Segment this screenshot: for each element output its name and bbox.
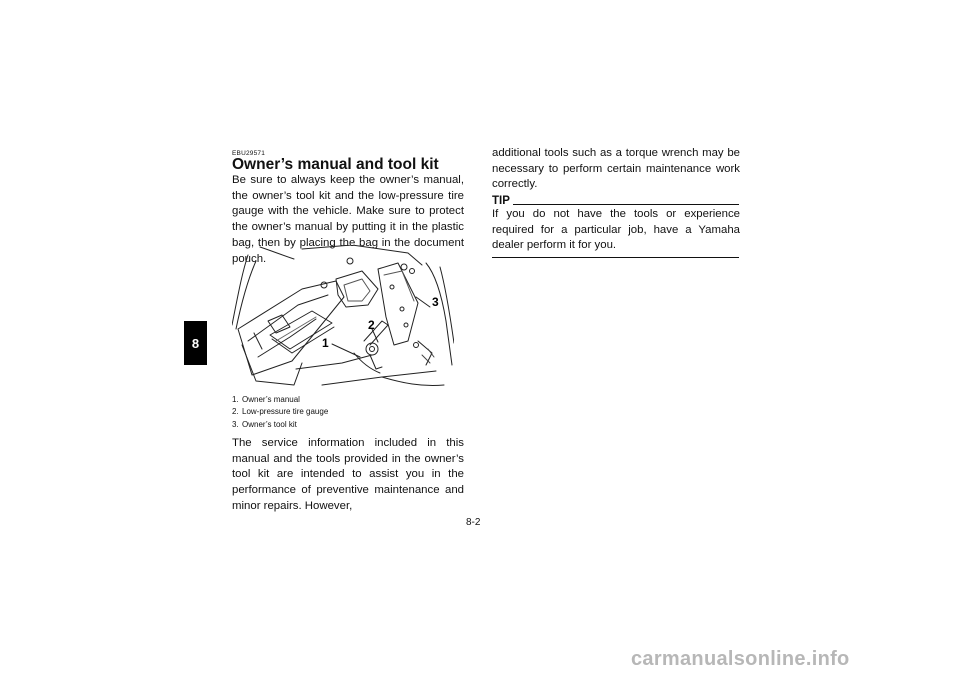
caption-item — [232, 394, 328, 406]
caption-item — [232, 406, 328, 418]
callout-3: 3 — [432, 295, 439, 309]
tool-kit-illustration — [232, 245, 454, 391]
page-number: 8-2 — [466, 517, 481, 528]
service-info-continued: additional tools such as a torque wrench may be necessary to perform certain maintenance work correctly. — [492, 147, 740, 191]
tip-text: If you do not have the tools or experience required for a particular job, have a Yamaha dealer perform it for you. — [492, 208, 740, 252]
tip-header — [492, 193, 739, 207]
figure-captions — [232, 394, 328, 431]
callout-2: 2 — [368, 318, 375, 332]
caption-number: 1. — [232, 395, 239, 404]
chapter-tab: 8 — [184, 321, 207, 365]
tip-label: TIP — [492, 195, 510, 207]
watermark[interactable]: carmanualsonline.info — [631, 648, 850, 670]
caption-number: 3. — [232, 419, 239, 429]
section-title: Owner’s manual and tool kit — [232, 156, 439, 173]
tip-rule — [513, 204, 739, 205]
caption-item — [232, 419, 328, 431]
tip-end-rule — [492, 257, 739, 258]
section-code: EBU29571 — [232, 150, 266, 157]
intro-paragraph: Be sure to always keep the owner’s manual, the owner’s tool kit and the low-pressure tire gauge with the vehicle. Make sure to protect the owner’s manual by putting it in the plastic bag, then by placing the bag in the document pouch. — [232, 174, 464, 265]
caption-text: Owner’s tool kit — [242, 419, 297, 429]
caption-number: 2. — [232, 407, 239, 417]
callout-1: 1 — [322, 336, 329, 350]
caption-text: Low-pressure tire gauge — [242, 407, 329, 417]
service-info-paragraph: The service information included in this manual and the tools provided in the owner’s tool kit are intended to assist you in the performance of preventive maintenance and minor repairs. However, — [232, 437, 464, 512]
caption-text: Owner’s manual — [242, 395, 300, 404]
